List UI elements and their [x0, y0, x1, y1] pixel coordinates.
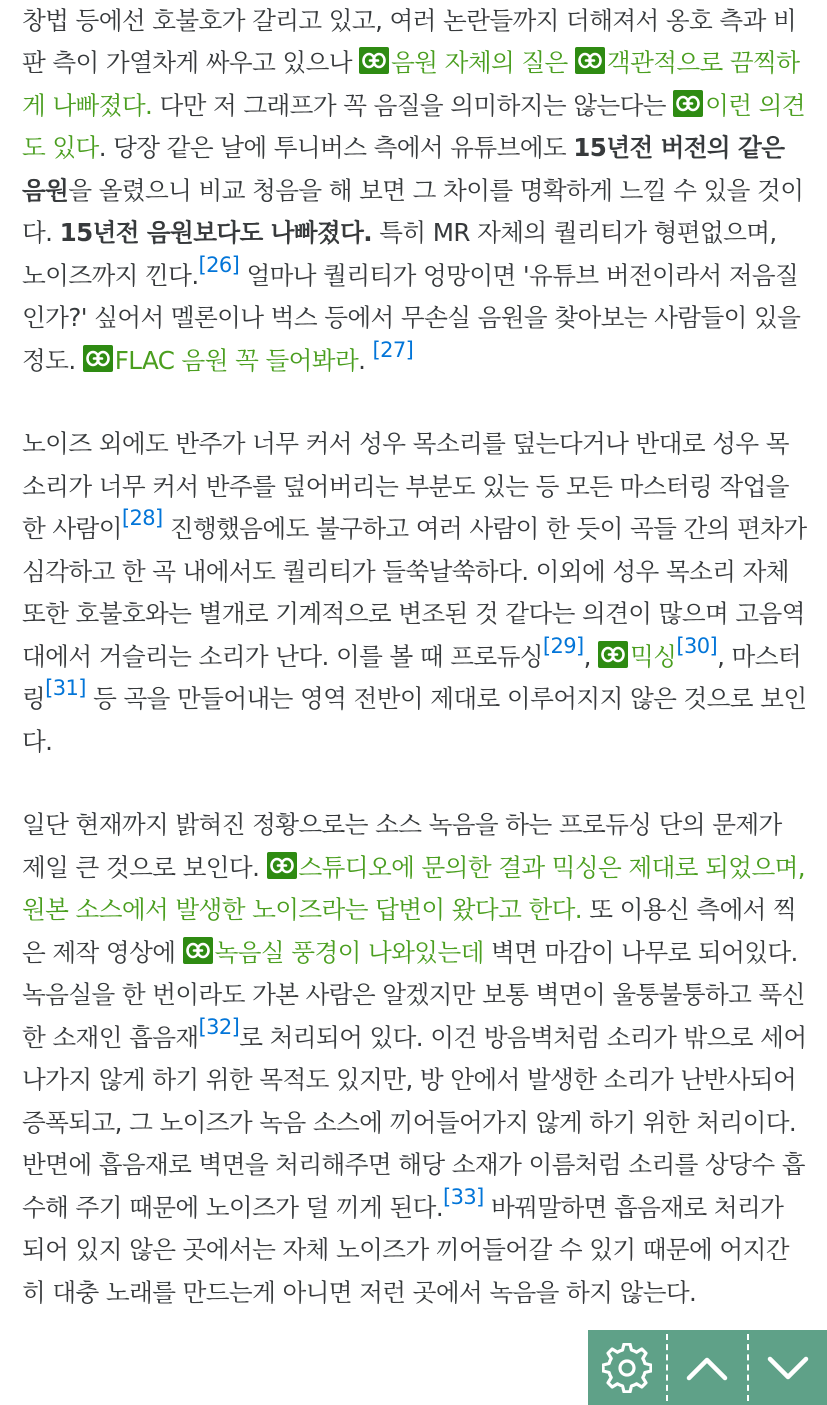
body-text: 다만 저 그래프가 꼭 음질을 의미하지는 않는다는: [152, 90, 674, 120]
body-text: 등 곡을 만들어내는 영역 전반이 제대로 이루어지지 않은 것으로 보인다.: [22, 684, 807, 756]
footnote-reference: [443, 1185, 484, 1209]
link-text: 믹싱: [630, 641, 677, 671]
link-studio-scene[interactable]: [183, 938, 484, 967]
chevron-down-icon: [766, 1354, 810, 1382]
body-text: 노이즈 외에도 반주가 너무 커서 성우 목소리를 덮는다거나 반대로 성우 목소리가 너무 커서 반주를 덮어버리는 부분도 있는 등 모든 마스터링 작업을 한 사람이: [22, 429, 789, 543]
body-text: 일단 현재까지 밝혀진 정황으로는 소스 녹음을 하는 프로듀싱 단의 문제가 제일 큰 것으로 보인다.: [22, 810, 782, 882]
link-text: 이런 의견도 있다: [22, 90, 805, 162]
body-text: 또 이용신 측에서 찍은 제작 영상에: [22, 895, 797, 967]
body-text: . 당장 같은 날에 투니버스 측에서 유튜브에도: [98, 133, 574, 162]
link-text: 음원 자체의 질은: [391, 48, 568, 77]
chevron-up-icon: [685, 1354, 729, 1382]
external-link-icon: [83, 345, 113, 372]
body-text: 로 처리되어 있다. 이건 방음벽처럼 소리가 밖으로 세어나가지 않게 하기 위한 목적도 있지만, 방 안에서 발생한 소리가 난반사되어 증폭되고, 그 노이즈가 녹음 소스에 끼어들어가지 않게 하기 위한 처리이다. 반면에 흡음재로 벽면을 처리해주면 해당 소재가 이름처럼 소리를 상당수 흡수해 주기 때문에 노이즈가 덜 끼게 된다.: [22, 1022, 807, 1222]
link-text: 객관적으로 끔찍하게 나빠졌다.: [22, 48, 800, 120]
scroll-down-button[interactable]: [749, 1330, 827, 1405]
footnote-reference: [543, 634, 584, 658]
body-text: 을 올렸으니 비교 청음을 해 보면 그 차이를 명확하게 느낄 수 있을 것이다.: [22, 175, 804, 247]
footnote-reference: [199, 253, 240, 277]
body-text: ,: [583, 641, 599, 671]
footnote-link[interactable]: [31]: [45, 676, 86, 700]
footnote-reference: [373, 338, 414, 362]
body-text: 벽면 마감이 나무로 되어있다. 녹음실을 한 번이라도 가본 사람은 알겠지만 보통 벽면이 울퉁불퉁하고 푹신한 소재인 흡음재: [22, 937, 805, 1052]
link-flac[interactable]: [83, 346, 358, 375]
link-text: FLAC 음원 꼭 들어봐라: [114, 345, 359, 375]
external-link-icon: [183, 937, 213, 964]
body-text: 바꿔말하면 흡음재로 처리가 되어 있지 않은 곳에서는 자체 노이즈가 끼어들어갈 수 있기 때문에 어지간히 대충 노래를 만드는게 아니면 저런 곳에서 녹음을 하지 않는다.: [22, 1192, 789, 1307]
link-text: 녹음실 풍경이 나와있는데: [214, 937, 484, 967]
external-link-icon: [359, 47, 389, 74]
footnote-reference: [122, 506, 163, 530]
link-text: 스튜디오에 문의한 결과 믹싱은 제대로 되었으며, 원본 소스에서 발생한 노이즈라는 답변이 왔다고 한다.: [22, 852, 805, 924]
body-text: 진행했음에도 불구하고 여러 사람이 한 듯이 곡들 간의 편차가 심각하고 한 곡 내에서도 퀄리티가 들쑥날쑥하다. 이외에 성우 목소리 자체 또한 호불호와는 별개로 기계적으로 변조된 것 같다는 의견이 많으며 고음역대에서 거슬리는 소리가 난다. 이를 볼 때 프로듀싱: [22, 514, 807, 671]
footnote-link[interactable]: [29]: [542, 633, 584, 658]
footnote-link[interactable]: [27]: [372, 337, 414, 362]
footnote-link[interactable]: [28]: [121, 506, 163, 530]
footnote-link[interactable]: [26]: [198, 252, 240, 277]
body-text: [568, 48, 575, 77]
external-link-icon: [267, 852, 297, 879]
body-text: 창법 등에선 호불호가 갈리고 있고, 여러 논란들까지 더해져서 옹호 측과 비판 측이 가열차게 싸우고 있으나: [22, 5, 797, 77]
footnote-link[interactable]: [32]: [198, 1014, 240, 1039]
external-link-icon: [673, 90, 703, 117]
paragraph: [22, 423, 807, 763]
footnote-reference: [676, 634, 717, 658]
footnote-reference: [45, 676, 86, 700]
footnote-link[interactable]: [30]: [676, 633, 718, 658]
emphasis-text: 15년전 음원보다도 나빠졌다.: [59, 218, 373, 247]
article-body: [22, 0, 807, 1355]
gear-icon: [602, 1343, 652, 1393]
floating-toolbar: [588, 1330, 827, 1405]
body-text: , 마스터링: [22, 641, 802, 713]
footnote-reference: [199, 1015, 240, 1039]
paragraph: [22, 0, 807, 382]
settings-button[interactable]: [588, 1330, 666, 1405]
scroll-up-button[interactable]: [668, 1330, 746, 1405]
external-link-icon: [575, 47, 605, 74]
emphasis-text: 15년전 버전의 같은 음원: [22, 133, 785, 205]
link-mixing[interactable]: [598, 642, 676, 671]
footnote-link[interactable]: [33]: [443, 1184, 484, 1209]
body-text: .: [358, 345, 373, 375]
body-text: 얼마나 퀄리티가 엉망이면 '유튜브 버전이라서 저음질인가?' 싶어서 멜론이나 벅스 등에서 무손실 음원을 찾아보는 사람들이 있을 정도.: [22, 260, 801, 375]
external-link-icon: [598, 641, 628, 668]
paragraph: [22, 804, 807, 1314]
link-audio-quality[interactable]: [359, 48, 568, 77]
body-text: 특히 MR 자체의 퀄리티가 형편없으며, 노이즈까지 낀다.: [22, 218, 777, 290]
